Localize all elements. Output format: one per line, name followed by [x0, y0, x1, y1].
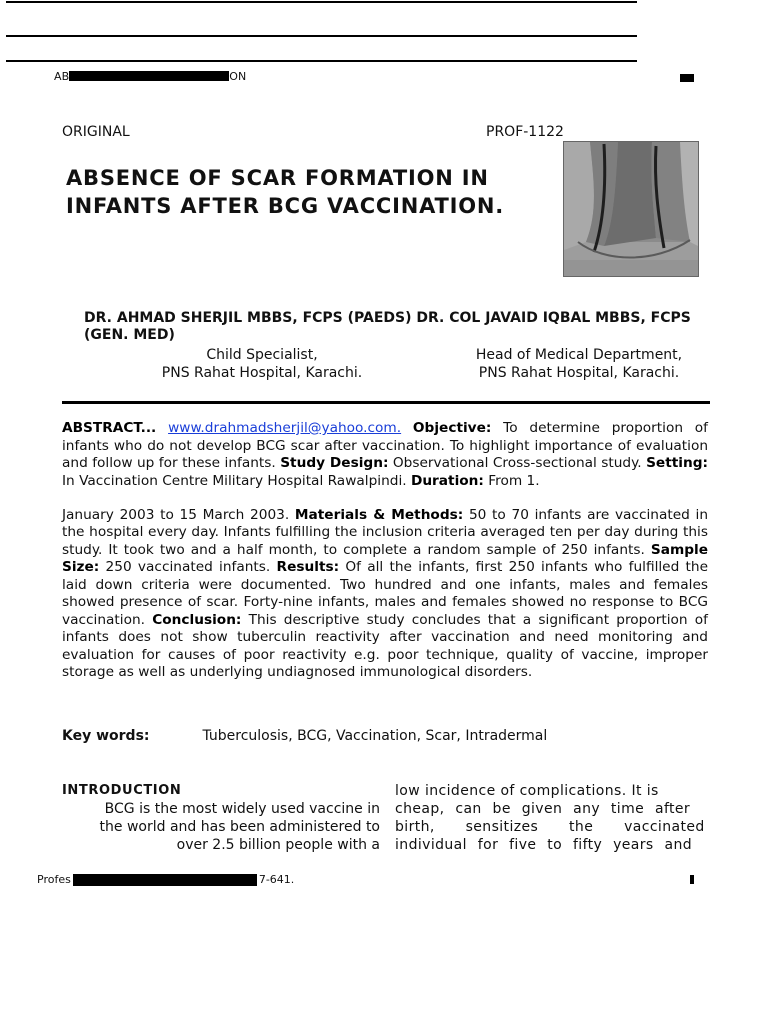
header-rule-middle: [6, 35, 637, 37]
header-rule-bottom: [6, 60, 637, 62]
results-text: Of all the infants, first 250 infants who fulfilled the laid down criteria were documented. Two hundred and one infants, males and females showed presence of scar. Forty-nine infants, males and females showed no response to BCG vaccination.: [62, 559, 709, 628]
intro-right-line: birth, sensitizes the vaccinated: [395, 819, 705, 835]
running-head: [54, 70, 396, 83]
sample-label: Sample Size:: [62, 541, 708, 575]
paper-title: ABSENCE OF SCAR FORMATION IN INFANTS AFTER BCG VACCINATION.: [66, 166, 505, 218]
sample-text: 250 vaccinated infants.: [105, 559, 271, 575]
setting-text: In Vaccination Centre Military Hospital Rawalpindi.: [62, 472, 407, 489]
design-text: Observational Cross-sectional study.: [392, 455, 642, 471]
setting-label: Setting:: [646, 455, 709, 471]
running-head-start: AB: [54, 70, 70, 83]
duration-label: Duration:: [410, 472, 484, 489]
intro-left-line: BCG is the most widely used vaccine in: [104, 801, 380, 817]
article-type: ORIGINAL: [62, 124, 130, 140]
duration-text: January 2003 to 15 March 2003.: [62, 506, 290, 523]
section-divider: [62, 401, 710, 404]
running-head-end: ON: [229, 70, 247, 83]
redaction-bar: [69, 71, 229, 81]
abstract: [62, 420, 708, 682]
affiliation-left-hospital: PNS Rahat Hospital, Karachi.: [161, 365, 363, 381]
abstract-label: ABSTRACT...: [62, 420, 157, 436]
objective-text: To determine proportion of infants who do not develop BCG scar after vaccination. To highlight importance of evaluation and follow up for these infants.: [62, 420, 708, 471]
design-label: Study Design:: [280, 455, 389, 471]
keywords-label: Key words:: [62, 728, 150, 744]
keywords: [62, 728, 547, 744]
article-reference: PROF-1122: [486, 124, 564, 140]
header-rule-top: [6, 1, 637, 3]
duration-start: From 1.: [488, 472, 540, 489]
intro-left-line: over 2.5 billion people with a: [176, 837, 380, 853]
intro-right-line: individual for five to fifty years and: [395, 837, 693, 853]
conclusion-text: This descriptive study concludes that a significant proportion of infants does not show tuberculin reactivity after vaccination and need monitoring and evaluation for causes of poor reactivity e.g. poor technique, quality of vaccine, improper storage as well as underlying undiagnosed immunological disorders.: [62, 611, 708, 680]
footer-end: 7-641.: [258, 873, 295, 886]
affiliation-right-title: Head of Medical Department,: [475, 347, 683, 363]
methods-text: 50 to 70 infants are vaccinated in the hospital every day. Infants fulfilling the inclusion criteria averaged ten per day during this study. It took two and a half month, to complete a random sample of 250 infants.: [62, 506, 708, 558]
introduction-heading: INTRODUCTION: [62, 783, 182, 798]
header-corner-mark: [680, 74, 694, 82]
introduction-right-column: [395, 782, 709, 854]
methods-label: Materials & Methods:: [294, 506, 464, 523]
scar-photo: [563, 141, 699, 277]
keywords-value: Tuberculosis, BCG, Vaccination, Scar, Intradermal: [202, 728, 548, 744]
affiliation-left-title: Child Specialist,: [206, 347, 318, 363]
results-label: Results:: [276, 559, 340, 575]
author-list: DR. AHMAD SHERJIL MBBS, FCPS (PAEDS) DR. COL JAVAID IQBAL MBBS, FCPS (GEN. MED): [84, 310, 691, 343]
intro-left-line: the world and has been administered to: [99, 819, 380, 835]
page-footer: [37, 873, 294, 886]
intro-right-line: cheap, can be given any time after: [395, 801, 691, 817]
footer-redaction-bar: [73, 874, 257, 886]
footer-start: Profes: [37, 873, 71, 886]
affiliation-right-hospital: PNS Rahat Hospital, Karachi.: [478, 365, 680, 381]
intro-right-line: low incidence of complications. It is: [395, 783, 659, 799]
conclusion-label: Conclusion:: [152, 611, 242, 628]
introduction-left-column: [62, 782, 380, 854]
objective-label: Objective:: [412, 420, 492, 436]
footer-page-mark: [690, 875, 694, 884]
author-email-link[interactable]: www.drahmadsherjil@yahoo.com.: [168, 420, 402, 436]
